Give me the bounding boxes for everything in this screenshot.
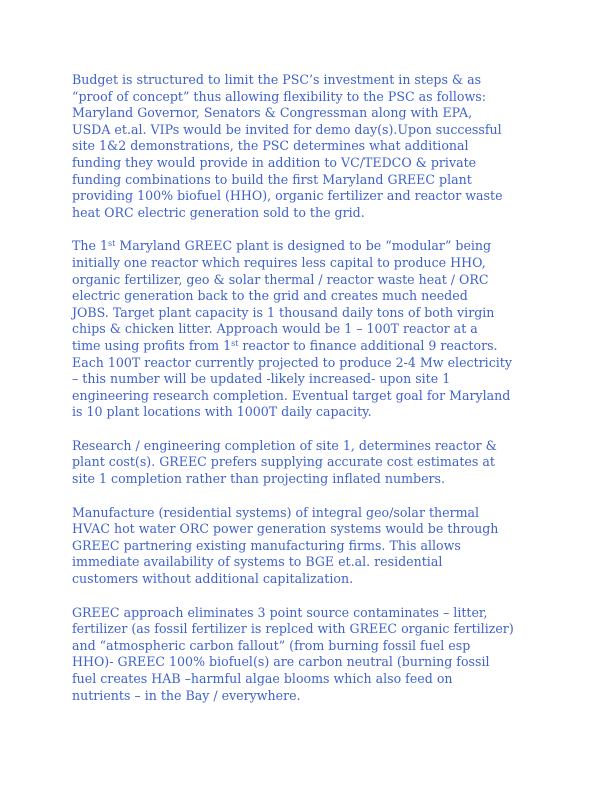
text-line [72, 538, 542, 555]
text-line [72, 471, 542, 488]
paragraph-4 [72, 505, 542, 588]
text-segment: funding combinations to build the first Maryland GREEC plant [72, 171, 472, 187]
text-line [72, 272, 542, 289]
text-segment: providing 100% biofuel (HHO), organic fertilizer and reactor waste [72, 188, 503, 204]
text-segment: chips & chicken litter. Approach would be 1 – 100T reactor at a [72, 321, 478, 337]
text-segment: Budget is structured to limit the PSC’s investment in steps & as [72, 72, 482, 87]
ordinal-suffix: st [231, 338, 239, 348]
text-line [72, 188, 542, 205]
paragraph-1 [72, 72, 542, 221]
text-segment: – this number will be updated -likely increased- upon site 1 [72, 371, 451, 387]
text-line [72, 438, 542, 455]
text-segment: Maryland Governor, Senators & Congressman along with EPA, [72, 105, 473, 121]
text-segment: site 1&2 demonstrations, the PSC determines what additional [72, 138, 469, 154]
text-segment: initially one reactor which requires less capital to produce HHO, [72, 254, 486, 270]
text-line [72, 89, 542, 106]
text-segment: nutrients – in the Bay / everywhere. [72, 687, 301, 703]
text-line [72, 671, 542, 688]
text-segment: is 10 plant locations with 1000T daily capacity. [72, 404, 372, 420]
text-line [72, 155, 542, 172]
text-segment: fuel creates HAB –harmful algae blooms which also feed on [72, 671, 453, 686]
text-line [72, 605, 542, 622]
text-segment: Each 100T reactor currently projected to produce 2-4 Mw electricity [72, 354, 512, 370]
text-line [72, 621, 542, 638]
text-line [72, 288, 542, 305]
text-segment: heat ORC electric generation sold to the grid. [72, 204, 365, 220]
text-line [72, 688, 542, 705]
text-line [72, 554, 542, 571]
text-segment: immediate availability of systems to BGE et.al. residential [72, 554, 443, 570]
text-segment: GREEC approach eliminates 3 point source contaminates – litter, [72, 604, 488, 620]
text-segment: funding they would provide in addition to VC/TEDCO & private [72, 154, 477, 170]
text-line [72, 454, 542, 471]
text-line [72, 521, 542, 538]
text-segment: Manufacture (residential systems) of integral geo/solar thermal [72, 504, 480, 520]
text-line [72, 355, 542, 372]
text-line [72, 305, 542, 322]
document-page [72, 72, 542, 721]
text-line [72, 255, 542, 272]
text-segment: reactor to finance additional 9 reactors. [238, 337, 498, 353]
text-segment: and “atmospheric carbon fallout” (from burning fossil fuel esp [72, 637, 471, 653]
text-line [72, 404, 542, 421]
text-segment: electric generation back to the grid and creates much needed [72, 288, 468, 304]
text-segment: Research / engineering completion of site 1, determines reactor & [72, 437, 497, 453]
text-line [72, 122, 542, 139]
text-segment: customers without additional capitalization. [72, 571, 354, 587]
text-line [72, 205, 542, 222]
text-line [72, 172, 542, 189]
text-line [72, 388, 542, 405]
text-line [72, 72, 542, 89]
text-line [72, 138, 542, 155]
text-segment: The 1 [72, 238, 108, 254]
text-segment: HHO)- GREEC 100% biofuel(s) are carbon neutral (burning fossil [72, 654, 490, 670]
text-segment: GREEC partnering existing manufacturing firms. This allows [72, 537, 461, 553]
text-line [72, 638, 542, 655]
text-segment: HVAC hot water ORC power generation systems would be through [72, 521, 499, 537]
text-line [72, 505, 542, 522]
text-line [72, 571, 542, 588]
text-segment: fertilizer (as fossil fertilizer is replced with GREEC organic fertilizer) [72, 621, 514, 637]
text-line [72, 338, 542, 355]
text-segment: engineering research completion. Eventual target goal for Maryland [72, 387, 511, 403]
text-segment: plant cost(s). GREEC prefers supplying accurate cost estimates at [72, 454, 495, 470]
text-segment: USDA et.al. VIPs would be invited for demo day(s).Upon successful [72, 121, 502, 137]
text-line [72, 105, 542, 122]
text-segment: site 1 completion rather than projecting inflated numbers. [72, 471, 446, 487]
text-segment: JOBS. Target plant capacity is 1 thousand daily tons of both virgin [72, 304, 495, 320]
text-line [72, 654, 542, 671]
text-segment: “proof of concept” thus allowing flexibility to the PSC as follows: [72, 88, 486, 104]
text-segment: organic fertilizer, geo & solar thermal / reactor waste heat / ORC [72, 271, 489, 287]
text-line [72, 321, 542, 338]
text-line [72, 238, 542, 255]
ordinal-suffix: st [107, 239, 116, 249]
text-line [72, 371, 542, 388]
paragraph-3 [72, 438, 542, 488]
paragraph-2 [72, 238, 542, 421]
text-segment: time using profits from 1 [72, 337, 232, 353]
text-segment: Maryland GREEC plant is designed to be “modular” being [115, 238, 492, 254]
paragraph-5 [72, 605, 542, 705]
